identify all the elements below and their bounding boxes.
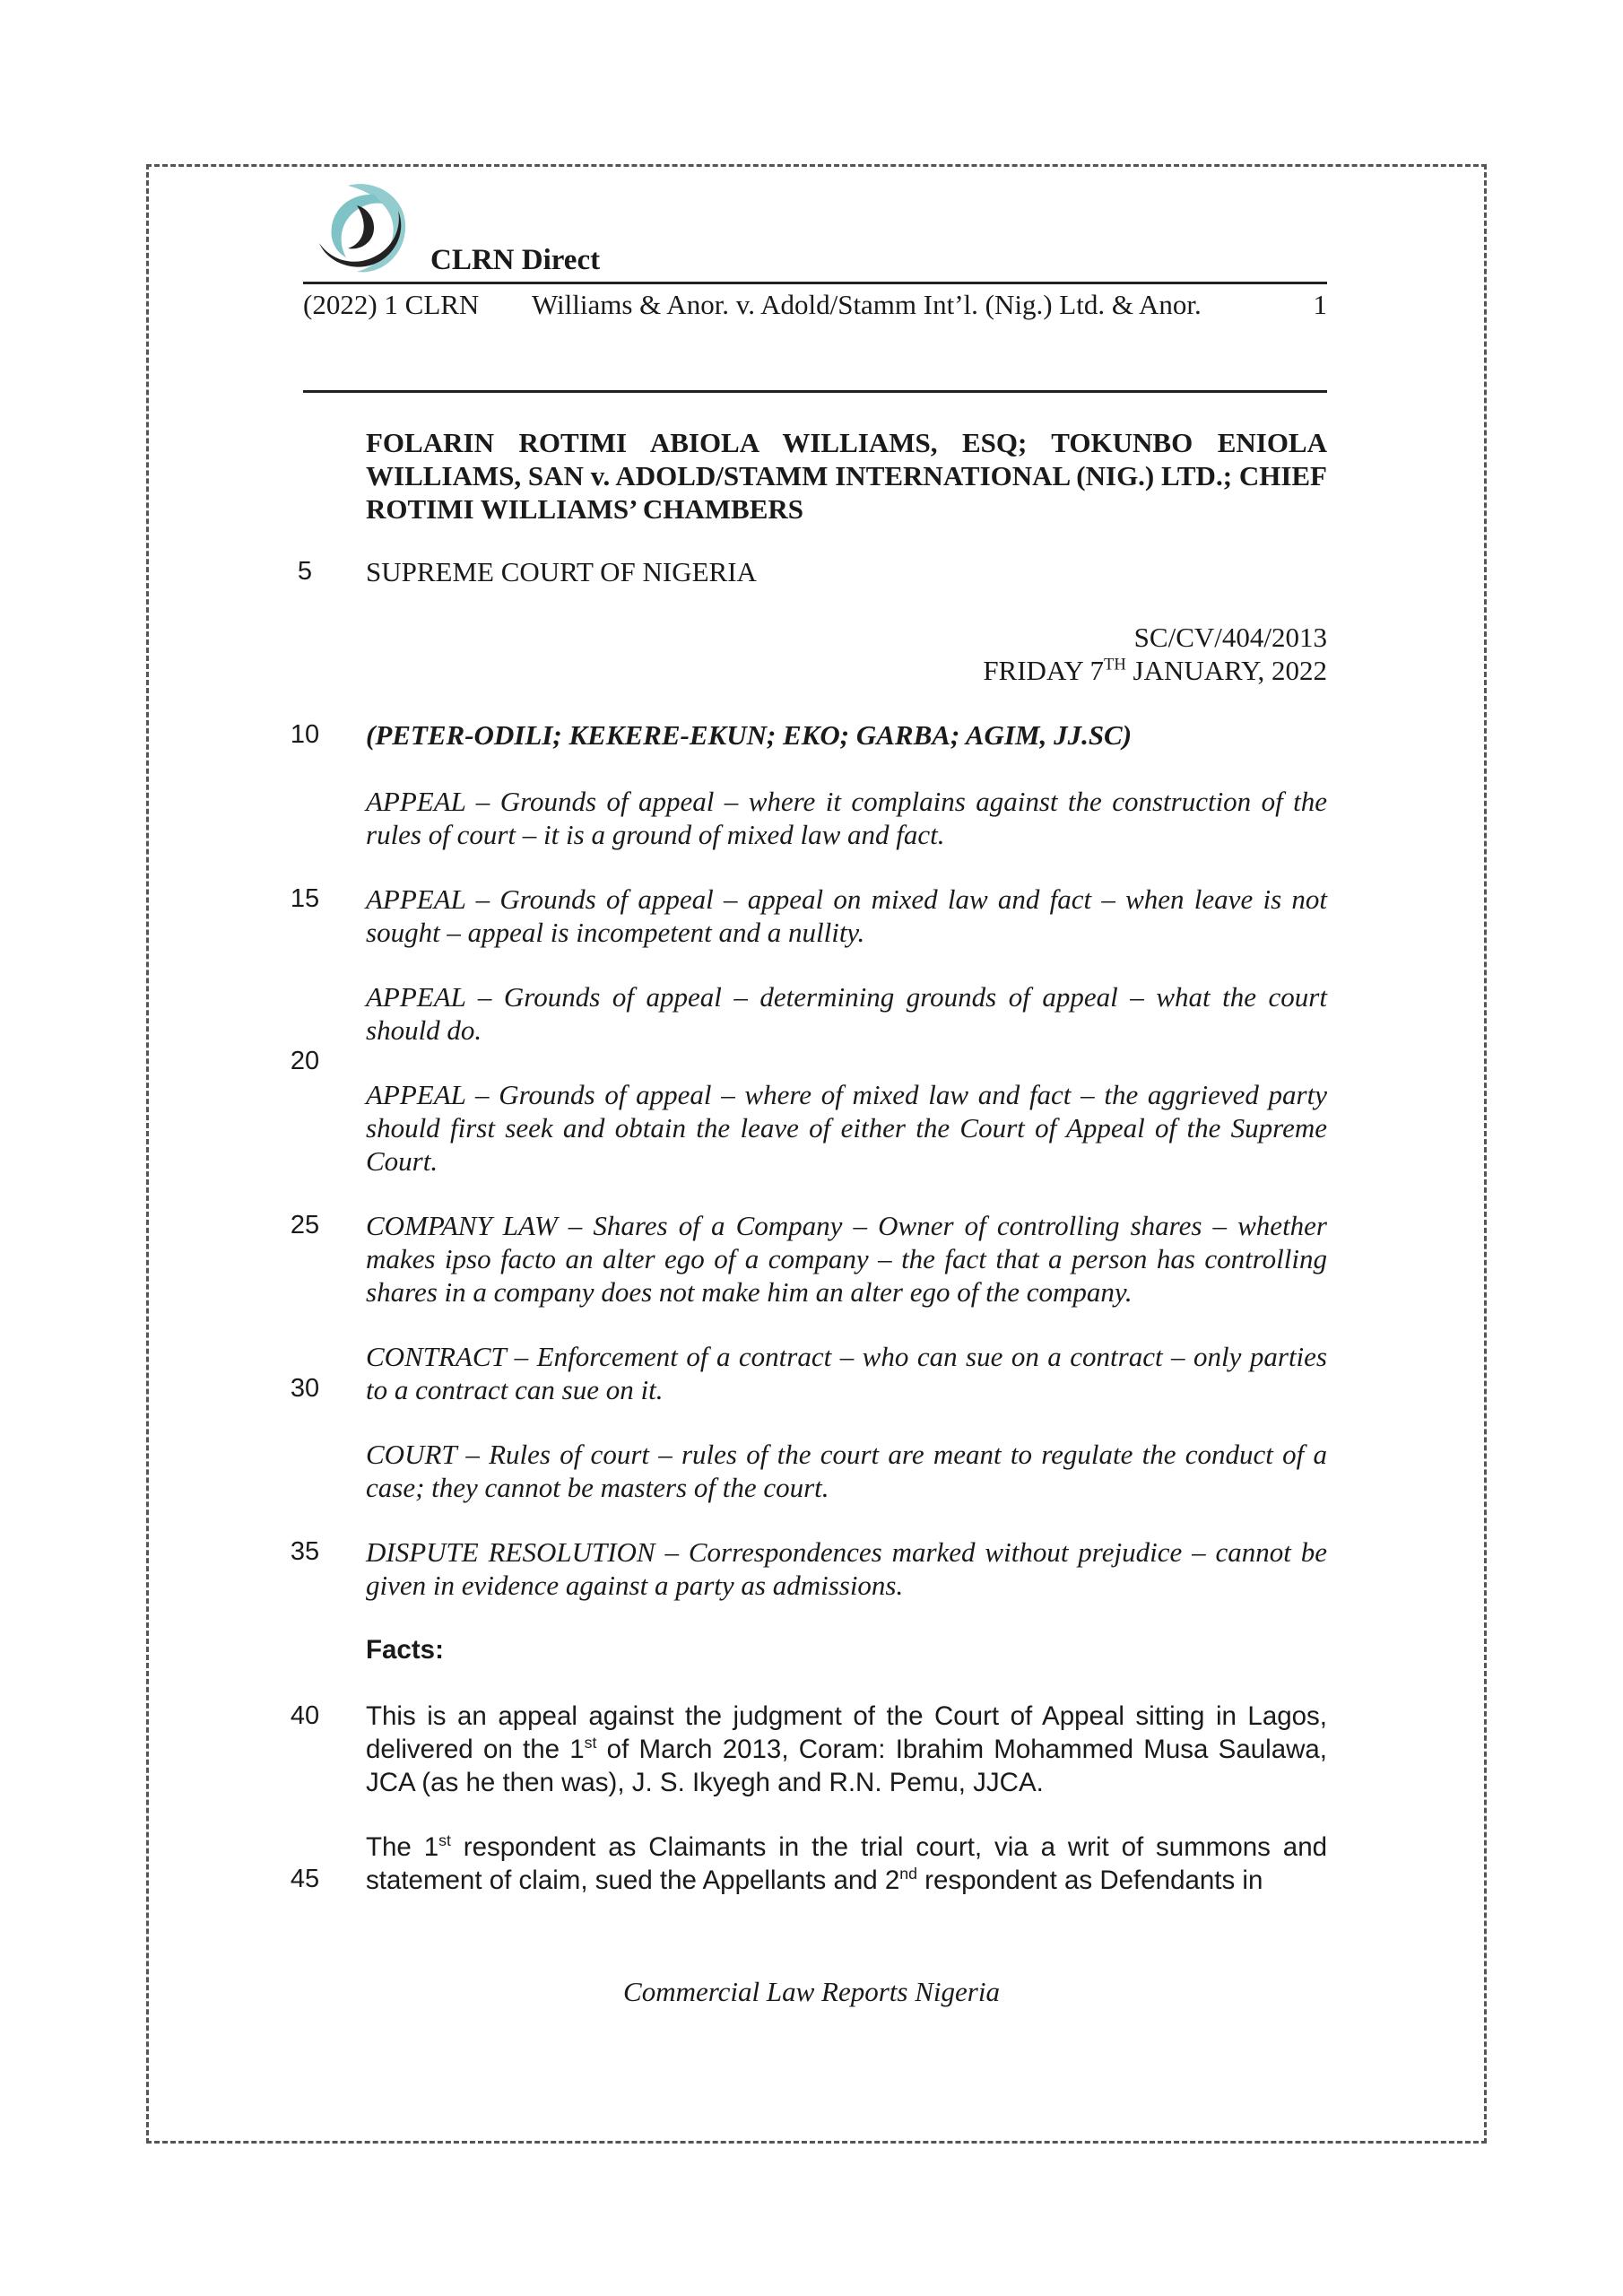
line-number: 15 — [290, 884, 320, 913]
running-citation: (2022) 1 CLRN — [303, 289, 480, 320]
date-rest: JANUARY, 2022 — [1125, 655, 1327, 686]
suit-number: SC/CV/404/2013 — [1133, 622, 1327, 653]
title-rule — [303, 390, 1327, 393]
facts-heading: Facts: — [366, 1635, 444, 1665]
headnote: CONTRACT – Enforcement of a contract – who can sue on a contract – only parties to a contract can sue on it. — [366, 1341, 1327, 1405]
brand-name: CLRN Direct — [430, 244, 601, 276]
line-number: 10 — [290, 720, 320, 749]
clrn-logo-icon — [312, 182, 418, 281]
headnote: COURT – Rules of court – rules of the court are meant to regulate the conduct of a case; they cannot be masters of the court. — [366, 1439, 1327, 1503]
headnote: APPEAL – Grounds of appeal – appeal on mixed law and fact – when leave is not sought – appeal is incompetent and a nullity. — [366, 883, 1327, 948]
coram: (PETER-ODILI; KEKERE-EKUN; EKO; GARBA; AGIM, JJ.SC) — [366, 719, 1133, 751]
line-number: 25 — [290, 1211, 320, 1239]
facts-paragraph — [366, 1831, 1327, 1897]
ordinal-suffix: nd — [899, 1865, 917, 1883]
case-title: FOLARIN ROTIMI ABIOLA WILLIAMS, ESQ; TOKUNBO ENIOLA WILLIAMS, SAN v. ADOLD/STAMM INTERNATIONAL (NIG.) LTD.; CHIEF ROTIMI WILLIAMS’ CHAMBERS — [366, 427, 1327, 525]
court-name: SUPREME COURT OF NIGERIA — [366, 556, 757, 587]
headnote: APPEAL – Grounds of appeal – where of mixed law and fact – the aggrieved party should first seek and obtain the leave of either the Court of Appeal of the Supreme Court. — [366, 1079, 1327, 1177]
header-rule — [303, 282, 1327, 284]
headnote: APPEAL – Grounds of appeal – determining grounds of appeal – what the court should do. — [366, 981, 1327, 1046]
facts-text: respondent as Claimants in the trial court, via a writ of summons and statement of claim, sued the Appellants and 2 — [366, 1832, 1328, 1895]
facts-text: The 1 — [366, 1832, 439, 1862]
facts-paragraph — [366, 1700, 1327, 1799]
headnote: APPEAL – Grounds of appeal – where it complains against the construction of the rules of court – it is a ground of mixed law and fact. — [366, 786, 1327, 850]
judgment-date — [366, 654, 1327, 687]
line-number: 35 — [290, 1537, 320, 1566]
ordinal-suffix: st — [584, 1734, 597, 1752]
footer-publication: Commercial Law Reports Nigeria — [623, 1976, 1000, 2007]
running-parties: Williams & Anor. v. Adold/Stamm Int’l. (Nig.) Ltd. & Anor. — [532, 289, 1202, 320]
headnote: DISPUTE RESOLUTION – Correspondences marked without prejudice – cannot be given in evidence against a party as admissions. — [366, 1536, 1327, 1601]
line-number: 45 — [290, 1865, 320, 1893]
facts-text: respondent as Defendants in — [916, 1866, 1263, 1895]
headnote: COMPANY LAW – Shares of a Company – Owner of controlling shares – whether makes ipso facto an alter ego of a company – the fact that a person has controlling shares in a company does not make him an alter ego of the company. — [366, 1210, 1327, 1308]
line-number: 30 — [290, 1374, 320, 1403]
date-suffix: TH — [1103, 655, 1126, 674]
facts-text: This is an appeal against the judgment of the Court of Appeal sitting in Lagos, delivered on the 1 — [366, 1701, 1327, 1764]
ordinal-suffix: st — [438, 1831, 451, 1850]
date-day: FRIDAY 7 — [983, 655, 1104, 686]
line-number: 40 — [290, 1701, 320, 1730]
facts-text: of March 2013, Coram: Ibrahim Mohammed Musa Saulawa, JCA (as he then was), J. S. Ikyegh and R.N. Pemu, JJCA. — [366, 1735, 1328, 1797]
line-number: 5 — [297, 557, 313, 586]
page-number: 1 — [1313, 289, 1327, 320]
line-number: 20 — [290, 1047, 320, 1075]
